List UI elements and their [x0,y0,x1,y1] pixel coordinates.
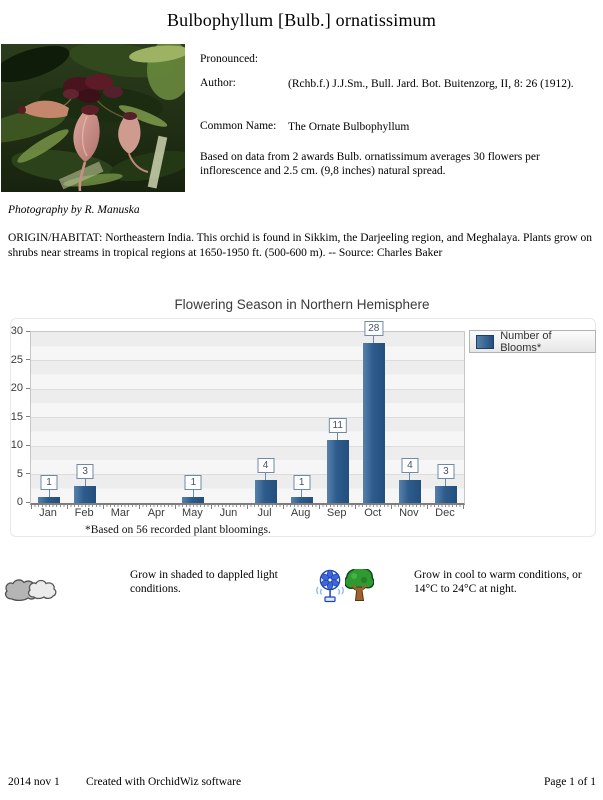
legend-label: Number of Blooms* [500,329,552,354]
light-condition-icon-wrap [2,576,60,603]
bar-value-connector [301,490,302,497]
bar [435,486,457,503]
temperature-condition-text: Grow in cool to warm conditions, or 14°C to 24°C at night. [414,569,582,595]
legend-swatch [476,335,494,349]
y-axis-label: 20 [10,382,23,394]
x-axis-label: Nov [399,507,419,519]
chart-title: Flowering Season in Northern Hemisphere [174,297,430,312]
bar-value-callout: 28 [364,321,383,336]
x-axis-label: May [181,507,203,519]
bar-value-connector [193,490,194,497]
bar [38,497,60,503]
bar [363,343,385,503]
footer-page-number: Page 1 of 1 [543,776,596,788]
bar-value-callout: 3 [437,464,454,479]
orchid-photo-image [1,44,185,192]
bar-value-callout: 3 [77,464,94,479]
x-axis-label: Jun [219,507,238,519]
bar-value-callout: 1 [41,475,58,490]
page-title: Bulbophyllum [Bulb.] ornatissimum [166,10,437,30]
bar [399,480,421,503]
gridline [31,474,464,475]
y-axis-label: 30 [10,325,23,337]
light-condition-text: Grow in shaded to dappled light conditions. [130,569,278,595]
temperature-tree-icon-wrap [345,569,374,603]
common-name-value: The Ornate Bulbophyllum [288,121,410,133]
origin-habitat: ORIGIN/HABITAT: Northeastern India. This orchid is found in Sikkim, the Darjeeling region, and Meghalaya. Plants grow on shrubs near streams in tropical regions at 1650-1950 ft. (500-600 m). -- Source: Charles Baker [8,232,593,259]
pronounced-label: Pronounced: [200,53,259,65]
y-axis-label: 10 [10,439,23,451]
x-axis-label: Mar [110,507,130,519]
bar-value-connector [49,490,50,497]
chart-footnote: *Based on 56 recorded plant bloomings. [85,524,271,536]
temperature-fan-icon-wrap [315,569,345,603]
x-axis-label: Feb [74,507,94,519]
x-axis-label: Apr [147,507,165,519]
clouds-icon [2,576,60,603]
bar-value-connector [265,473,266,480]
chart-month-labels [30,507,463,521]
bar-value-connector [85,479,86,486]
author-value: (Rchb.f.) J.J.Sm., Bull. Jard. Bot. Buitenzorg, II, 8: 26 (1912). [288,78,574,90]
bar-value-connector [445,479,446,486]
x-axis-label: Oct [364,507,382,519]
author-label: Author: [200,77,236,89]
bar [327,440,349,503]
fan-icon [315,569,345,603]
y-axis-label: 25 [10,353,23,366]
footer-credit: Created with OrchidWiz software [86,776,242,788]
footer-date: 2014 nov 1 [8,776,60,788]
bar-value-callout: 11 [329,418,347,433]
x-axis-label: Aug [290,507,311,519]
bar [255,480,277,503]
x-axis-tick [463,504,464,509]
gridline [31,360,464,361]
y-axis-label: 0 [16,496,23,508]
tree-icon [345,569,374,603]
gridline [31,389,464,390]
chart-legend [469,330,596,353]
bar-value-connector [373,336,374,343]
bar-value-connector [409,473,410,480]
x-axis-label: Jan [39,507,57,519]
gridline [31,446,464,447]
bar-value-callout: 1 [293,475,310,490]
y-axis-label: 5 [16,467,23,480]
gridline [31,417,464,418]
orchid-photo [1,44,185,192]
bar-value-connector [337,433,338,440]
bar-value-callout: 4 [257,458,274,473]
bar [291,497,313,503]
chart-plot-area [30,323,465,505]
photo-credit: Photography by R. Manuska [8,204,140,216]
x-axis-label: Sep [326,507,347,519]
bar-value-callout: 4 [401,458,418,473]
x-axis-label: Dec [435,507,455,519]
bar [74,486,96,503]
y-axis-label: 15 [10,410,23,423]
flowering-season-chart [8,296,596,542]
chart-y-axis [8,325,30,508]
bar-value-callout: 1 [185,475,202,490]
common-name-label: Common Name: [200,120,277,132]
bar [182,497,204,503]
award-summary: Based on data from 2 awards Bulb. ornatissimum averages 30 flowers per inflorescence and 2.5 cm. (9,8 inches) natural spread. [200,151,540,177]
x-axis-label: Jul [257,507,272,519]
